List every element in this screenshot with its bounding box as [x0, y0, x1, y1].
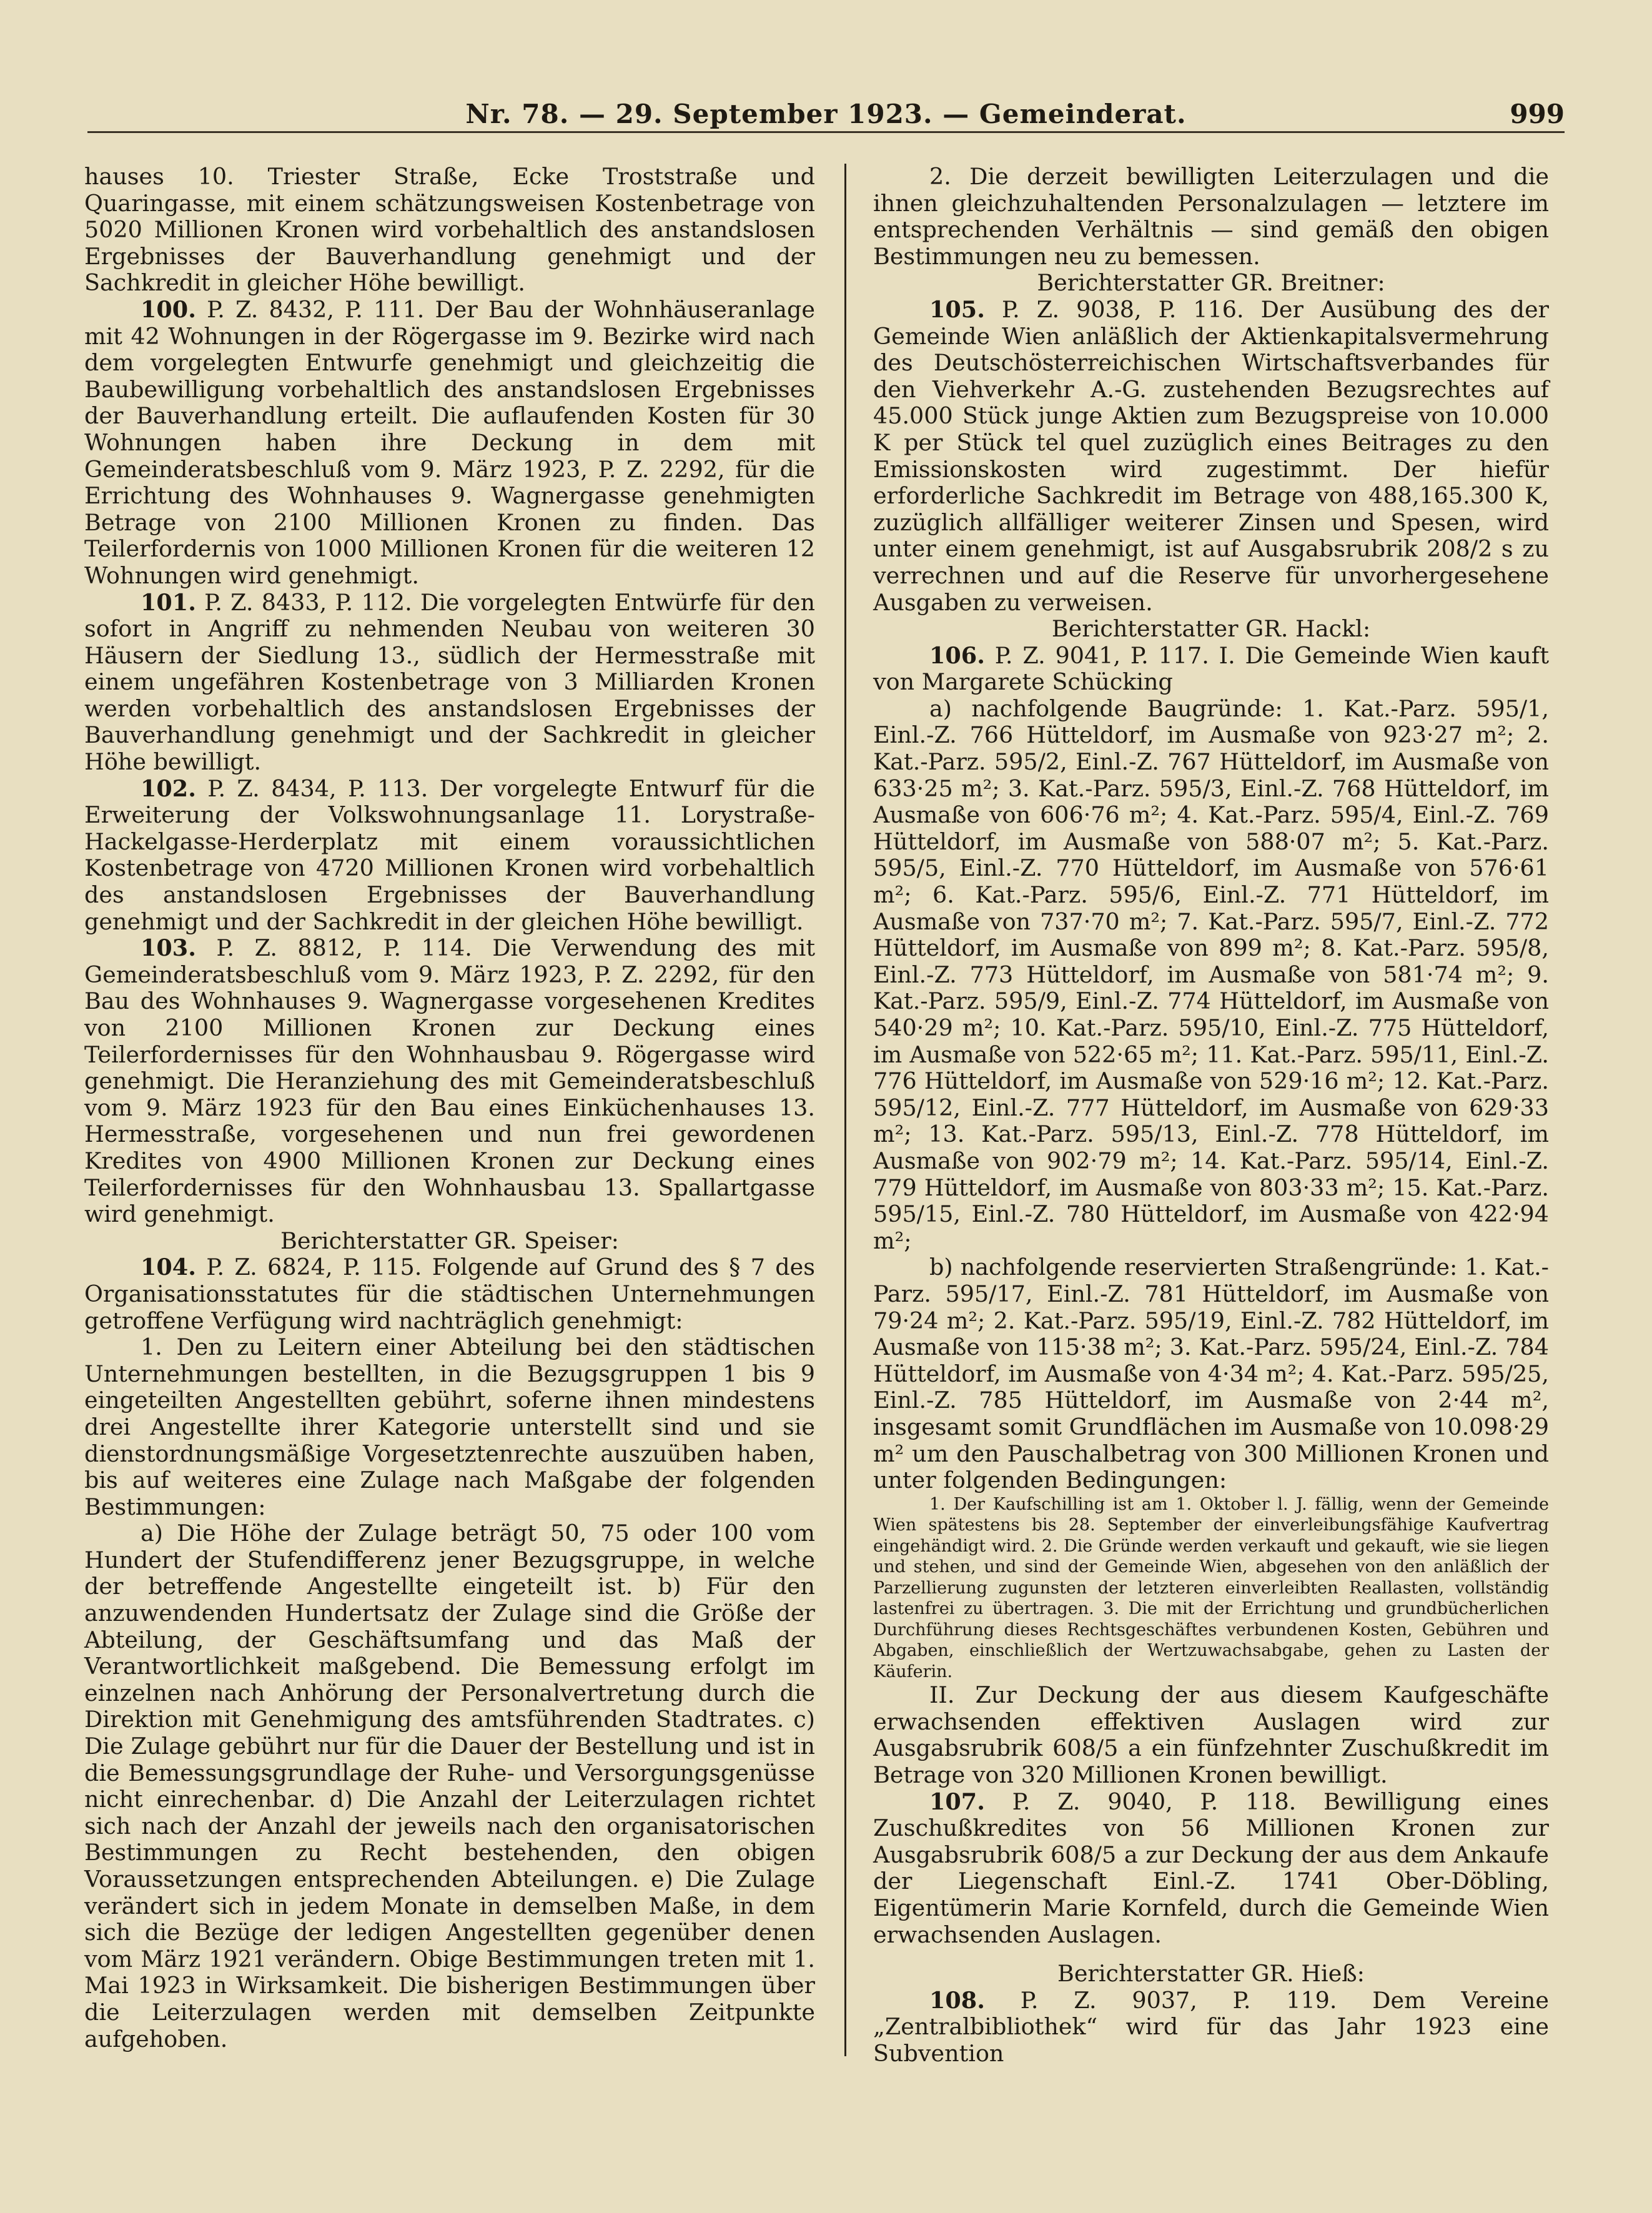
list-item	[873, 1988, 1549, 2067]
item-text: P. Z. 8434, P. 113. Der vorgelegte Entwurf für die Erweiterung der Volkswohnungsanlage 11. Lorystraße-Hackelgasse-Herderplatz mit einem voraussichtlichen Kostenbetrage von 4720 Millionen Kronen wird vorbehaltlich des anstandslosen Ergebnisses der Bauverhandlung genehmigt und der Sachkredit in der gleichen Höhe bewilligt.	[84, 775, 815, 935]
section-heading: Berichterstatter GR. Hackl:	[1051, 615, 1371, 643]
item-number: 102.	[141, 775, 196, 802]
list-item	[84, 1254, 815, 1334]
paragraph: b) nachfolgende reservierten Straßengründe: 1. Kat.-Parz. 595/17, Einl.-Z. 781 Hütteldorf, im Ausmaße von 79·24 m²; 2. Kat.-Parz. 595/19, Einl.-Z. 782 Hütteldorf, im Ausmaße von 115·38 m²; 3. Kat.-Parz. 595/24, Einl.-Z. 784 Hütteldorf, im Ausmaße von 4·34 m²; 4. Kat.-Parz. 595/25, Einl.-Z. 785 Hütteldorf, im Ausmaße von 2·44 m², insgesamt somit Grundflächen im Ausmaße von 10.098·29 m² um den Pauschalbetrag von 300 Millionen Kronen und unter folgenden Bedingungen:	[873, 1254, 1549, 1494]
item-text: P. Z. 8432, P. 111. Der Bau der Wohnhäuseranlage mit 42 Wohnungen in der Rögergasse im 9. Bezirke wird nach dem vorgelegten Entwurfe genehmigt und gleichzeitig die Baubewilligung vorbehaltlich des anstandslosen Ergebnisses der Bauverhandlung erteilt. Die auflaufenden Kosten für 30 Wohnungen haben ihre Deckung in dem mit Gemeinderatsbeschluß vom 9. März 1923, P. Z. 2292, für die Errichtung des Wohnhauses 9. Wagnergasse genehmigten Betrage von 2100 Millionen Kronen zu finden. Das Teilerfordernis von 1000 Millionen Kronen für die weiteren 12 Wohnungen wird genehmigt.	[84, 295, 815, 589]
list-item	[873, 643, 1549, 696]
item-number: 105.	[929, 295, 985, 323]
paragraph: a) Die Höhe der Zulage beträgt 50, 75 oder 100 vom Hundert der Stufendifferenz jener Bezugsgruppe, in welche der betreffende Angestellte eingeteilt ist. b) Für den anzuwendenden Hundertsatz der Zulage sind die Größe der Abteilung, der Geschäftsumfang und das Maß der Verantwortlichkeit maßgebend. Die Bemessung erfolgt im einzelnen nach Anhörung der Personalvertretung durch die Direktion mit Genehmigung des amtsführenden Stadtrates. c) Die Zulage gebührt nur für die Dauer der Bestellung und ist in die Bemessungsgrundlage der Ruhe- und Versorgungsgenüsse nicht einrechenbar. d) Die Anzahl der Leiterzulagen richtet sich nach der Anzahl der jeweils nach den organisatorischen Bestimmungen zu Recht bestehenden, den obigen Voraussetzungen entsprechenden Abteilungen. e) Die Zulage verändert sich in jedem Monate in demselben Maße, in dem sich die Bezüge der ledigen Angestellten gegenüber denen vom März 1921 verändern. Obige Bestimmungen treten mit 1. Mai 1923 in Wirksamkeit. Die bisherigen Bestimmungen über die Leiterzulagen werden mit demselben Zeitpunkte aufgehoben.	[84, 1520, 815, 2052]
section-heading: Berichterstatter GR. Speiser:	[280, 1227, 619, 1254]
page-header	[87, 94, 1565, 133]
list-item	[873, 1789, 1549, 1949]
paragraph: 2. Die derzeit bewilligten Leiterzulagen und die ihnen gleichzuhaltenden Personalzulagen — letztere im entsprechenden Verhältnis — sind gemäß den obigen Bestimmungen neu zu bemessen.	[873, 163, 1549, 270]
list-item	[873, 297, 1549, 616]
item-number: 108.	[929, 1986, 985, 2014]
section-heading: Berichterstatter GR. Hieß:	[1057, 1960, 1365, 1988]
page-number: 999	[1510, 99, 1565, 129]
paragraph: 1. Den zu Leitern einer Abteilung bei den städtischen Unternehmungen bestellten, in die Bezugsgruppen 1 bis 9 eingeteilten Angestellten gebührt, soferne ihnen mindestens drei Angestellte ihrer Kategorie unterstellt sind und sie dienstordnungsmäßige Vorgesetztenrechte auszuüben haben, bis auf weiteres eine Zulage nach Maßgabe der folgenden Bestimmungen:	[84, 1334, 815, 1520]
item-text: P. Z. 9041, P. 117. I. Die Gemeinde Wien kauft von Margarete Schücking	[873, 641, 1549, 696]
item-number: 104.	[141, 1254, 196, 1281]
item-text: P. Z. 8433, P. 112. Die vorgelegten Entwürfe für den sofort in Angriff zu nehmenden Neubau von weiteren 30 Häusern der Siedlung 13., südlich der Hermesstraße mit einem ungefähren Kostenbetrage von 3 Milliarden Kronen werden vorbehaltlich des anstandslosen Ergebnisses der Bauverhandlung genehmigt und der Sachkredit in gleicher Höhe bewilligt.	[84, 588, 815, 776]
paragraph: hauses 10. Triester Straße, Ecke Troststraße und Quaringasse, mit einem schätzungsweisen Kostenbetrage von 5020 Millionen Kronen wird vorbehaltlich des anstandslosen Ergebnisses der Bauverhandlung genehmigt und der Sachkredit in gleicher Höhe bewilligt.	[84, 163, 815, 297]
left-column	[84, 164, 815, 2052]
item-text: P. Z. 9040, P. 118. Bewilligung eines Zuschußkredites von 56 Millionen Kronen zur Ausgabsrubrik 608/5 a zur Deckung der aus dem Ankaufe der Liegenschaft Einl.-Z. 1741 Ober-Döbling, Eigentümerin Marie Kornfeld, durch die Gemeinde Wien erwachsenden Auslagen.	[873, 1788, 1549, 1948]
item-number: 100.	[141, 295, 196, 323]
list-item	[84, 935, 815, 1228]
list-item	[84, 776, 815, 936]
footnote-paragraph: 1. Der Kaufschilling ist am 1. Oktober l. J. fällig, wenn der Gemeinde Wien spätestens bis 28. September der einverleibungsfähige Kaufvertrag eingehändigt wird. 2. Die Gründe werden verkauft und gekauft, wie sie liegen und stehen, und sind der Gemeinde Wien, abgesehen von den anläßlich der Parzellierung zugunsten der letzteren einverleibten Reallasten, vollständig lastenfrei zu übertragen. 3. Die mit der Errichtung und grundbücherlichen Durchführung dieses Rechtsgeschäftes verbundenen Kosten, Gebühren und Abgaben, einschließlich der Wertzuwachsabgabe, gehen zu Lasten der Käuferin.	[873, 1494, 1549, 1681]
item-number: 107.	[929, 1788, 985, 1815]
item-number: 101.	[141, 588, 196, 616]
item-text: P. Z. 8812, P. 114. Die Verwendung des mit Gemeinderatsbeschluß vom 9. März 1923, P. Z. 2292, für den Bau des Wohnhauses 9. Wagnergasse vorgesehenen Kredites von 2100 Millionen Kronen zur Deckung eines Teilerfordernisses für den Wohnhausbau 9. Rögergasse wird genehmigt. Die Heranziehung des mit Gemeinderatsbeschluß vom 9. März 1923 für den Bau eines Einküchenhauses 13. Hermesstraße, vorgesehenen und nun frei gewordenen Kredites von 4900 Millionen Kronen zur Deckung eines Teilerfordernisses für den Wohnhausbau 13. Spallartgasse wird genehmigt.	[84, 934, 815, 1228]
right-column	[873, 164, 1549, 2067]
item-number: 103.	[141, 934, 196, 962]
item-number: 106.	[929, 641, 985, 669]
paragraph: a) nachfolgende Baugründe: 1. Kat.-Parz. 595/1, Einl.-Z. 766 Hütteldorf, im Ausmaße von 923·27 m²; 2. Kat.-Parz. 595/2, Einl.-Z. 767 Hütteldorf, im Ausmaße von 633·25 m²; 3. Kat.-Parz. 595/3, Einl.-Z. 768 Hütteldorf, im Ausmaße von 606·76 m²; 4. Kat.-Parz. 595/4, Einl.-Z. 769 Hütteldorf, im Ausmaße von 588·07 m²; 5. Kat.-Parz. 595/5, Einl.-Z. 770 Hütteldorf, im Ausmaße von 576·61 m²; 6. Kat.-Parz. 595/6, Einl.-Z. 771 Hütteldorf, im Ausmaße von 737·70 m²; 7. Kat.-Parz. 595/7, Einl.-Z. 772 Hütteldorf, im Ausmaße von 899 m²; 8. Kat.-Parz. 595/8, Einl.-Z. 773 Hütteldorf, im Ausmaße von 581·74 m²; 9. Kat.-Parz. 595/9, Einl.-Z. 774 Hütteldorf, im Ausmaße von 540·29 m²; 10. Kat.-Parz. 595/10, Einl.-Z. 775 Hütteldorf, im Ausmaße von 522·65 m²; 11. Kat.-Parz. 595/11, Einl.-Z. 776 Hütteldorf, im Ausmaße von 529·16 m²; 12. Kat.-Parz. 595/12, Einl.-Z. 777 Hütteldorf, im Ausmaße von 629·33 m²; 13. Kat.-Parz. 595/13, Einl.-Z. 778 Hütteldorf, im Ausmaße von 902·79 m²; 14. Kat.-Parz. 595/14, Einl.-Z. 779 Hütteldorf, im Ausmaße von 803·33 m²; 15. Kat.-Parz. 595/15, Einl.-Z. 780 Hütteldorf, im Ausmaße von 422·94 m²;	[873, 695, 1549, 1254]
item-text: P. Z. 9038, P. 116. Der Ausübung des der Gemeinde Wien anläßlich der Aktienkapitalsvermehrung des Deutschösterreichischen Wirtschaftsverbandes für den Viehverkehr A.-G. zustehenden Bezugsrechtes auf 45.000 Stück junge Aktien zum Bezugspreise von 10.000 K per Stück tel quel zuzüglich eines Beitrages zu den Emissionskosten wird zugestimmt. Der hiefür erforderliche Sachkredit im Betrage von 488,165.300 K, zuzüglich allfälliger weiterer Zinsen und Spesen, wird unter einem genehmigt, ist auf Ausgabsrubrik 208/2 s zu verrechnen und auf die Reserve für unvorhergesehene Ausgaben zu verweisen.	[873, 295, 1549, 616]
list-item	[84, 590, 815, 776]
page-title: Nr. 78. — 29. September 1923. — Gemeinderat.	[465, 99, 1187, 129]
paragraph: II. Zur Deckung der aus diesem Kaufgeschäfte erwachsenden effektiven Auslagen wird zur Ausgabsrubrik 608/5 a ein fünfzehnter Zuschußkredit im Betrage von 320 Millionen Kronen bewilligt.	[873, 1681, 1549, 1788]
column-divider	[844, 164, 846, 2056]
item-text: P. Z. 9037, P. 119. Dem Vereine „Zentralbibliothek“ wird für das Jahr 1923 eine Subvention	[873, 1986, 1549, 2067]
list-item	[84, 297, 815, 590]
item-text: P. Z. 6824, P. 115. Folgende auf Grund des § 7 des Organisationsstatutes für die städtischen Unternehmungen getroffene Verfügung wird nachträglich genehmigt:	[84, 1254, 815, 1334]
section-heading: Berichterstatter GR. Breitner:	[1037, 269, 1385, 297]
